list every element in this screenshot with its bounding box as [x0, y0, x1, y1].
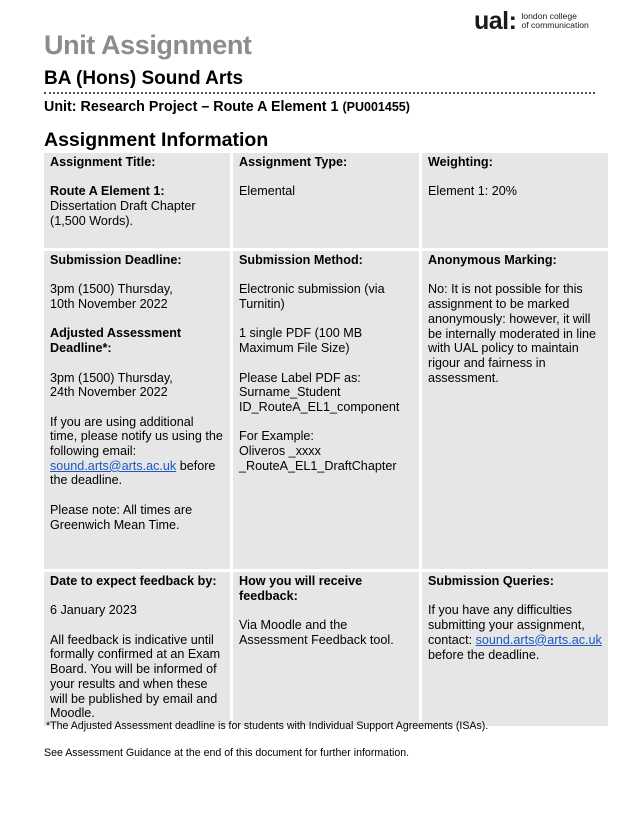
before-deadline-text: before the deadline.	[428, 647, 540, 662]
guidance-note: See Assessment Guidance at the end of this document for further information.	[44, 747, 410, 759]
cell-label: Weighting:	[428, 155, 493, 169]
adjusted-deadline-label: Adjusted Assessment Deadline*:	[50, 326, 182, 356]
before-deadline-text: before the deadline.	[50, 458, 216, 488]
timezone-note: Please note: All times are Greenwich Mean Time.	[50, 502, 193, 532]
cell-label: How you will receive feedback:	[239, 574, 363, 603]
cell-label: Date to expect feedback by:	[50, 574, 217, 588]
ual-logo	[474, 8, 589, 34]
feedback-date-cell	[44, 572, 230, 726]
deadline-time: 3pm (1500) Thursday,	[50, 282, 173, 297]
deadline-date: 10th November 2022	[50, 297, 168, 312]
weighting-cell	[422, 153, 608, 251]
submission-queries-cell	[422, 572, 608, 726]
page-title: Unit Assignment	[44, 30, 252, 60]
email-link[interactable]: sound.arts@arts.ac.uk	[475, 632, 602, 647]
anonymous-marking-cell	[422, 251, 608, 572]
cell-label: Submission Deadline:	[50, 253, 182, 267]
assignment-info-table	[41, 153, 611, 726]
assignment-title-value: Dissertation Draft Chapter (1,500 Words).	[50, 199, 196, 228]
submission-method-cell	[233, 251, 419, 572]
cell-label: Submission Queries:	[428, 574, 554, 588]
logo-mark: ual:	[474, 6, 517, 35]
feedback-note: All feedback is indicative until formally confirmed at an Exam Board. You will be informed of your results and when these will be published by email and Moodle.	[50, 632, 221, 721]
feedback-method-value: Via Moodle and the Assessment Feedback tool.	[239, 618, 394, 647]
logo-line-1: london college	[521, 10, 577, 21]
unit-line	[44, 97, 410, 117]
queries-note	[428, 603, 602, 662]
section-heading: Assignment Information	[44, 129, 269, 151]
assignment-type-value: Elemental	[239, 184, 296, 199]
extra-time-text: If you are using additional time, please notify us using the following email:	[50, 414, 223, 459]
email-link[interactable]: sound.arts@arts.ac.uk	[50, 458, 177, 473]
unit-title: Unit: Research Project – Route A Element 1	[44, 99, 339, 115]
file-format-value: 1 single PDF (100 MB Maximum File Size)	[239, 326, 363, 356]
label-as-value: Surname_Student ID_RouteA_EL1_component	[239, 385, 400, 414]
weighting-value: Element 1: 20%	[428, 184, 517, 199]
assignment-title-bold: Route A Element 1:	[50, 184, 165, 199]
example-title: For Example:	[239, 429, 314, 444]
table-row	[44, 153, 608, 251]
unit-code: (PU001455)	[342, 100, 410, 114]
logo-college-name	[521, 12, 588, 31]
assignment-type-cell	[233, 153, 419, 251]
submission-method-value: Electronic submission (via Turnitin)	[239, 282, 385, 312]
table-row	[44, 251, 608, 572]
adjusted-deadline-time: 3pm (1500) Thursday,	[50, 370, 173, 385]
cell-label: Assignment Type:	[239, 155, 348, 169]
isa-footnote: *The Adjusted Assessment deadline is for students with Individual Support Agreements (ISAs).	[46, 720, 489, 732]
label-as-title: Please Label PDF as:	[239, 370, 361, 385]
dotted-divider	[44, 92, 595, 94]
feedback-method-cell	[233, 572, 419, 726]
extra-time-note	[50, 415, 224, 489]
assignment-title-cell	[44, 153, 230, 251]
cell-label: Anonymous Marking:	[428, 253, 557, 267]
course-title: BA (Hons) Sound Arts	[44, 68, 244, 89]
table-row	[44, 572, 608, 726]
adjusted-deadline-date: 24th November 2022	[50, 385, 168, 400]
queries-text: If you have any difficulties submitting your assignment, contact:	[428, 603, 585, 647]
logo-line-2: of communication	[521, 20, 589, 30]
cell-label: Submission Method:	[239, 253, 363, 267]
example-value: Oliveros _xxxx _RouteA_EL1_DraftChapter	[239, 444, 397, 473]
feedback-date-value: 6 January 2023	[50, 603, 137, 618]
submission-deadline-cell	[44, 251, 230, 572]
cell-label: Assignment Title:	[50, 155, 156, 169]
anonymous-marking-value: No: It is not possible for this assignment to be marked anonymously: however, it will be internally moderated in line with UAL policy to maintain rigour and fairness in assessment.	[428, 282, 597, 385]
